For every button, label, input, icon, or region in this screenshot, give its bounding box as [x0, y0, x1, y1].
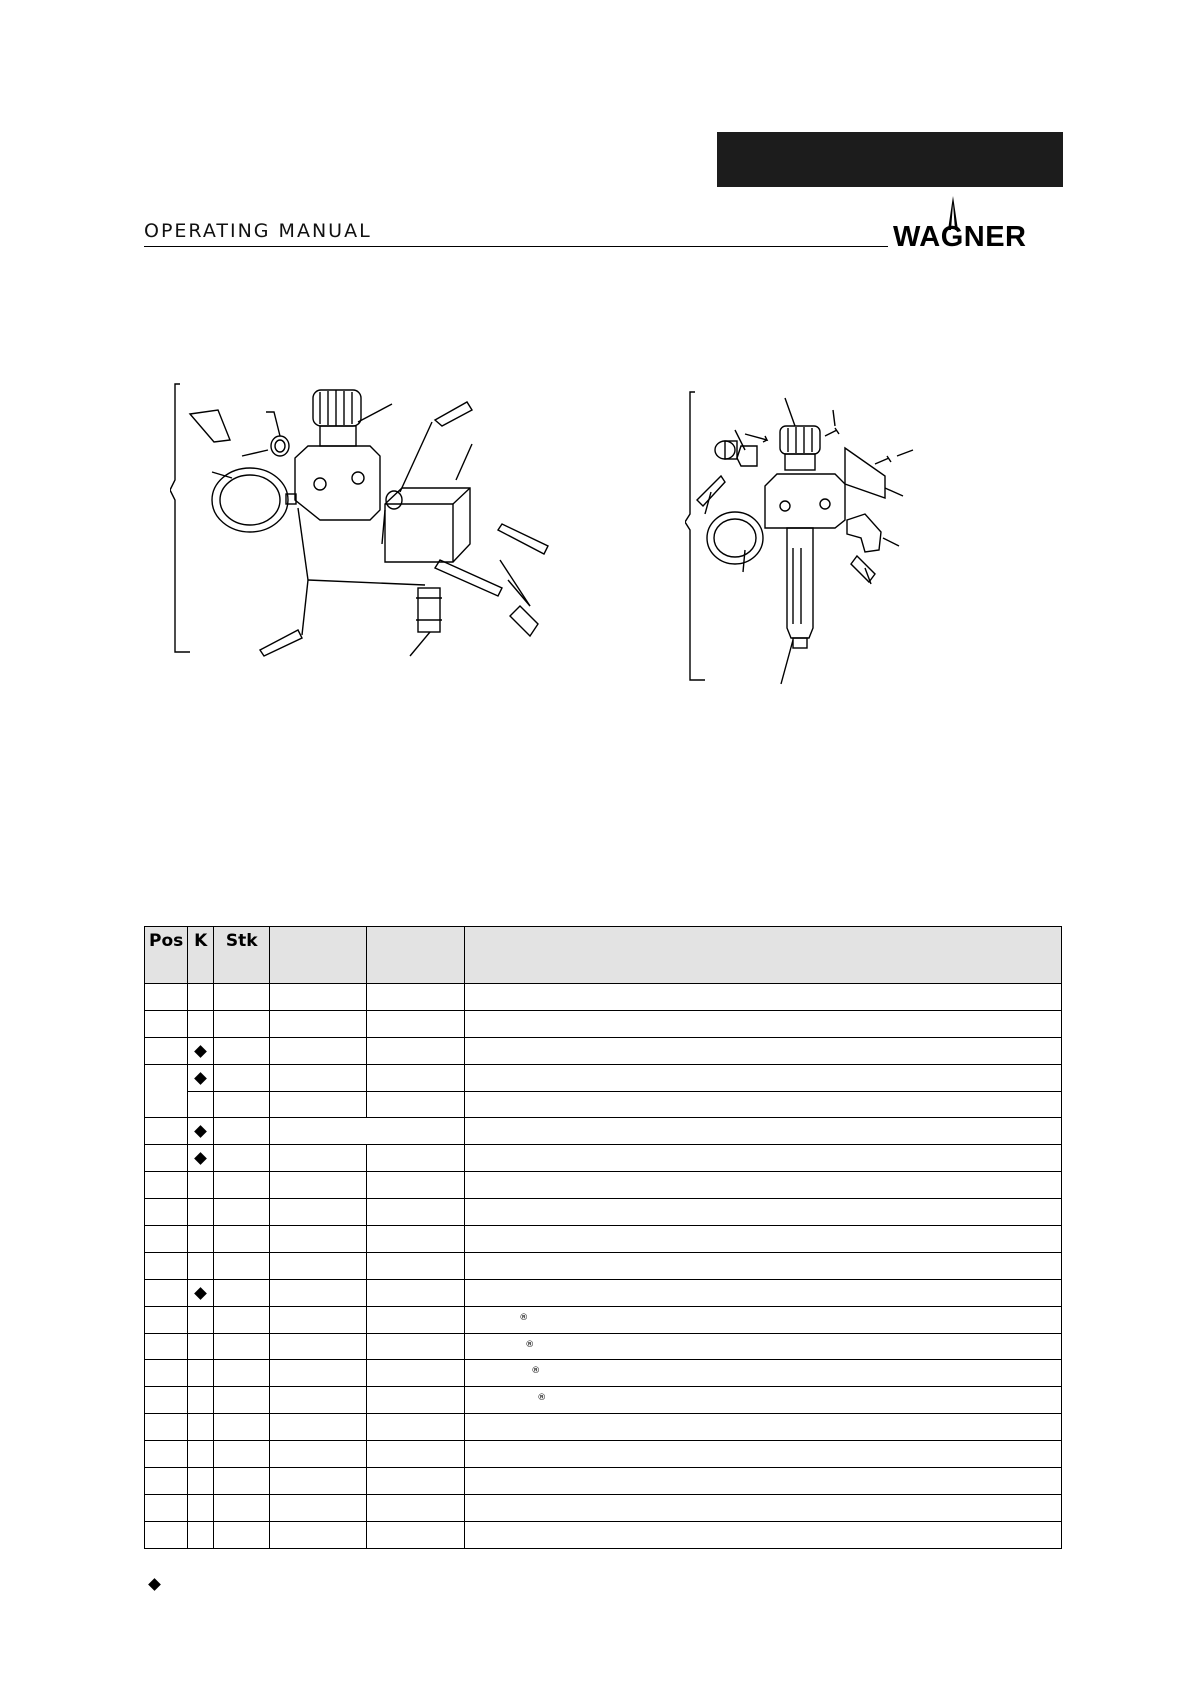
cell-k [188, 1279, 214, 1306]
table-row [145, 1226, 1062, 1253]
cell-stk [214, 1521, 270, 1548]
cell-k [188, 1333, 214, 1360]
filter-regulator-exploded-drawing [685, 388, 985, 690]
table-row [145, 1333, 1062, 1360]
cell-stk [214, 1037, 270, 1064]
cell-description [465, 1226, 1062, 1253]
cell-unit [367, 1145, 465, 1172]
wear-part-diamond-icon [194, 1126, 207, 1139]
cell-unit [367, 1172, 465, 1199]
cell-unit [367, 1414, 465, 1441]
cell-order-no [270, 1199, 367, 1226]
table-row [145, 1010, 1062, 1037]
cell-k [188, 1387, 214, 1414]
table-row [145, 1306, 1062, 1333]
cell-description [465, 1010, 1062, 1037]
table-row [145, 1252, 1062, 1279]
header-black-bar [717, 132, 1063, 187]
cell-stk [214, 1145, 270, 1172]
wear-part-diamond-icon [194, 1152, 207, 1165]
cell-k [188, 1521, 214, 1548]
wear-part-diamond-icon [194, 1287, 207, 1300]
cell-order-no [270, 1387, 367, 1414]
cell-pos [145, 1226, 188, 1253]
table-row [145, 1414, 1062, 1441]
cell-stk [214, 1441, 270, 1468]
cell-stk [214, 1252, 270, 1279]
cell-stk [214, 1118, 270, 1145]
cell-pos [145, 1306, 188, 1333]
table-row [145, 1199, 1062, 1226]
cell-pos [145, 1118, 188, 1145]
cell-description [465, 1279, 1062, 1306]
cell-order-no [270, 1118, 465, 1145]
cell-unit [367, 1333, 465, 1360]
cell-pos [145, 1441, 188, 1468]
cell-pos [145, 1387, 188, 1414]
cell-description [465, 1441, 1062, 1468]
cell-pos [145, 1494, 188, 1521]
cell-k [188, 1306, 214, 1333]
cell-description [465, 1468, 1062, 1495]
cell-stk [214, 1010, 270, 1037]
cell-k [188, 1199, 214, 1226]
col-header-description [465, 927, 1062, 984]
cell-description [465, 1521, 1062, 1548]
pressure-regulator-exploded-drawing [170, 380, 600, 660]
parts-table [144, 926, 1062, 1549]
cell-k [188, 1172, 214, 1199]
cell-description [465, 984, 1062, 1011]
cell-unit [367, 1360, 465, 1387]
header-rule [144, 246, 888, 247]
cell-stk [214, 1064, 270, 1091]
cell-order-no [270, 1091, 367, 1118]
table-row [145, 984, 1062, 1011]
col-header-unit [367, 927, 465, 984]
cell-order-no [270, 1279, 367, 1306]
table-row [145, 1172, 1062, 1199]
table-row [145, 1145, 1062, 1172]
cell-order-no [270, 1360, 367, 1387]
cell-pos [145, 1172, 188, 1199]
registered-mark: ® [519, 1312, 529, 1323]
col-header-stk: Stk [214, 927, 270, 984]
cell-unit [367, 1199, 465, 1226]
col-header-order-no [270, 927, 367, 984]
cell-unit [367, 1441, 465, 1468]
cell-pos [145, 1199, 188, 1226]
table-row [145, 1468, 1062, 1495]
cell-stk [214, 1387, 270, 1414]
cell-stk [214, 1091, 270, 1118]
cell-stk [214, 1468, 270, 1495]
cell-pos [145, 1279, 188, 1306]
cell-stk [214, 1172, 270, 1199]
cell-k [188, 1064, 214, 1091]
cell-order-no [270, 1494, 367, 1521]
cell-order-no [270, 1252, 367, 1279]
wear-part-diamond-icon [194, 1072, 207, 1085]
cell-stk [214, 1306, 270, 1333]
cell-unit [367, 1279, 465, 1306]
cell-k [188, 1145, 214, 1172]
cell-pos [145, 1010, 188, 1037]
logo-text: WAGNER [893, 221, 1027, 253]
table-header-row [145, 927, 1062, 984]
cell-unit [367, 1226, 465, 1253]
cell-unit [367, 1252, 465, 1279]
registered-mark: ® [525, 1339, 535, 1350]
cell-description [465, 1172, 1062, 1199]
col-header-k: K [188, 927, 214, 984]
cell-unit [367, 1010, 465, 1037]
table-row [145, 1064, 1062, 1091]
cell-stk [214, 1494, 270, 1521]
cell-pos [145, 1064, 188, 1118]
cell-pos [145, 1468, 188, 1495]
cell-description [465, 1252, 1062, 1279]
cell-stk [214, 984, 270, 1011]
legend [150, 1580, 167, 1589]
manual-title: OPERATING MANUAL [144, 220, 372, 242]
cell-unit [367, 1468, 465, 1495]
cell-unit [367, 1306, 465, 1333]
cell-stk [214, 1279, 270, 1306]
cell-order-no [270, 1333, 367, 1360]
cell-k [188, 1226, 214, 1253]
cell-pos [145, 1252, 188, 1279]
cell-description [465, 1494, 1062, 1521]
cell-order-no [270, 1010, 367, 1037]
registered-mark: ® [531, 1366, 541, 1377]
cell-order-no [270, 1226, 367, 1253]
cell-k [188, 1494, 214, 1521]
cell-pos [145, 1145, 188, 1172]
table-row [145, 1037, 1062, 1064]
table-row [145, 1521, 1062, 1548]
cell-description [465, 1414, 1062, 1441]
cell-order-no [270, 1414, 367, 1441]
cell-unit [367, 984, 465, 1011]
cell-k [188, 1252, 214, 1279]
cell-pos [145, 1037, 188, 1064]
table-row [145, 1091, 1062, 1118]
cell-pos [145, 1333, 188, 1360]
cell-description [465, 1199, 1062, 1226]
cell-unit [367, 1387, 465, 1414]
cell-description [465, 1145, 1062, 1172]
table-row [145, 1360, 1062, 1387]
cell-k [188, 1037, 214, 1064]
cell-order-no [270, 1037, 367, 1064]
cell-k [188, 1360, 214, 1387]
cell-order-no [270, 1145, 367, 1172]
table-row [145, 1494, 1062, 1521]
cell-description [465, 1064, 1062, 1091]
cell-unit [367, 1037, 465, 1064]
table-row [145, 1387, 1062, 1414]
table-row [145, 1441, 1062, 1468]
cell-order-no [270, 984, 367, 1011]
wear-part-diamond-icon [194, 1045, 207, 1058]
cell-order-no [270, 1306, 367, 1333]
cell-description [465, 1118, 1062, 1145]
cell-pos [145, 1360, 188, 1387]
cell-stk [214, 1199, 270, 1226]
cell-unit [367, 1521, 465, 1548]
cell-description [465, 1387, 1062, 1414]
registered-mark: ® [537, 1393, 547, 1404]
cell-stk [214, 1414, 270, 1441]
cell-pos [145, 1414, 188, 1441]
wagner-logo [893, 196, 1065, 252]
cell-stk [214, 1226, 270, 1253]
cell-description [465, 1360, 1062, 1387]
cell-pos [145, 984, 188, 1011]
wear-part-diamond-icon [148, 1578, 161, 1591]
cell-description [465, 1091, 1062, 1118]
cell-order-no [270, 1441, 367, 1468]
table-row [145, 1118, 1062, 1145]
cell-description [465, 1333, 1062, 1360]
cell-k [188, 1118, 214, 1145]
cell-k [188, 1441, 214, 1468]
cell-order-no [270, 1521, 367, 1548]
cell-k [188, 984, 214, 1011]
cell-stk [214, 1333, 270, 1360]
cell-k [188, 1468, 214, 1495]
cell-stk [214, 1360, 270, 1387]
cell-order-no [270, 1064, 367, 1091]
cell-k [188, 1010, 214, 1037]
cell-unit [367, 1494, 465, 1521]
table-row [145, 1279, 1062, 1306]
cell-k [188, 1091, 214, 1118]
cell-description [465, 1306, 1062, 1333]
cell-k [188, 1414, 214, 1441]
col-header-pos: Pos [145, 927, 188, 984]
cell-pos [145, 1521, 188, 1548]
cell-order-no [270, 1468, 367, 1495]
cell-description [465, 1037, 1062, 1064]
cell-unit [367, 1091, 465, 1118]
cell-unit [367, 1064, 465, 1091]
cell-order-no [270, 1172, 367, 1199]
